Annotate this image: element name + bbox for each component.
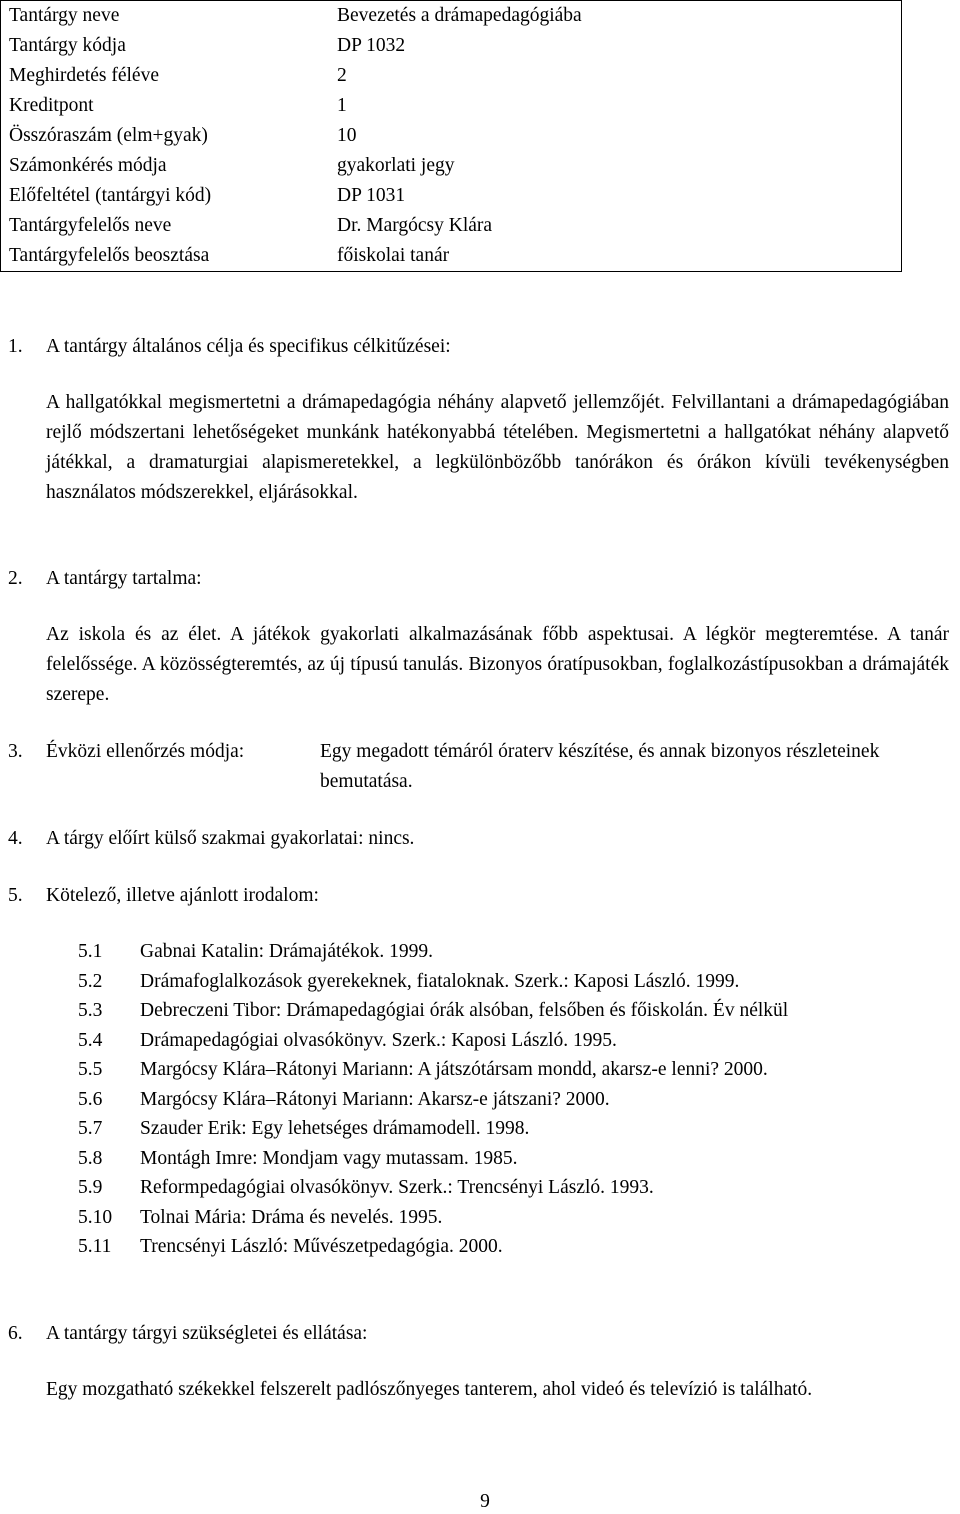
literature-number: 5.9 — [78, 1177, 103, 1198]
info-key: Összóraszám (elm+gyak) — [9, 125, 208, 146]
literature-item — [78, 1203, 958, 1233]
info-row — [1, 181, 902, 211]
info-row — [1, 241, 902, 272]
section-2-heading — [8, 564, 948, 594]
section-number: 2. — [8, 568, 23, 589]
literature-number: 5.3 — [78, 1000, 103, 1021]
literature-item — [78, 1173, 958, 1203]
literature-number: 5.4 — [78, 1029, 103, 1051]
section-6-heading — [8, 1319, 948, 1349]
literature-item — [78, 1055, 958, 1085]
info-key: Számonkérés módja — [9, 155, 167, 176]
course-info-rows — [1, 1, 902, 272]
info-row — [1, 211, 902, 241]
literature-number: 5.7 — [78, 1118, 103, 1139]
literature-item — [78, 1144, 958, 1174]
section-number: 4. — [8, 828, 23, 849]
info-value: főiskolai tanár — [337, 245, 450, 266]
assessment-value: Egy megadott témáról óraterv készítése, és annak bizonyos részleteinek bemutatása. — [320, 741, 880, 792]
section-number: 5. — [8, 885, 23, 906]
section-6-body: Egy mozgatható székekkel felszerelt padlószőnyeges tanterem, ahol videó és televízió is található. — [46, 1379, 813, 1400]
literature-text: Drámafoglalkozások gyerekeknek, fiataloknak. Szerk.: Kaposi László. 1999. — [140, 970, 740, 992]
info-key: Tantárgyfelelős beosztása — [9, 245, 210, 266]
literature-text: Reformpedagógiai olvasókönyv. Szerk.: Trencsényi László. 1993. — [140, 1177, 654, 1198]
info-row — [1, 151, 902, 181]
section-3 — [8, 737, 948, 797]
literature-number: 5.2 — [78, 970, 103, 992]
literature-number: 5.10 — [78, 1206, 113, 1228]
literature-item — [78, 1026, 958, 1056]
info-key: Előfeltétel (tantárgyi kód) — [9, 185, 212, 206]
section-1-heading — [8, 332, 948, 362]
literature-text: Gabnai Katalin: Drámajátékok. 1999. — [140, 941, 433, 962]
literature-text: Trencsényi László: Művészetpedagógia. 2000. — [140, 1236, 503, 1257]
info-value: Dr. Margócsy Klára — [337, 215, 493, 236]
info-value: 1 — [337, 95, 347, 116]
literature-item — [78, 996, 958, 1026]
literature-text: Drámapedagógiai olvasókönyv. Szerk.: Kaposi László. 1995. — [140, 1029, 617, 1051]
info-row — [1, 1, 902, 32]
info-value: 10 — [337, 125, 357, 146]
literature-number: 5.1 — [78, 941, 103, 962]
info-row — [1, 91, 902, 121]
literature-text: Margócsy Klára–Rátonyi Mariann: Akarsz-e játszani? 2000. — [140, 1088, 610, 1110]
info-value: DP 1031 — [337, 185, 406, 206]
info-key: Tantárgyfelelős neve — [9, 215, 172, 236]
info-key: Kreditpont — [9, 95, 94, 116]
literature-number: 5.8 — [78, 1147, 103, 1169]
literature-list — [78, 937, 958, 1262]
literature-item — [78, 967, 958, 997]
info-value: Bevezetés a drámapedagógiába — [337, 5, 582, 26]
info-row — [1, 121, 902, 151]
section-4-heading — [8, 824, 948, 854]
literature-number: 5.5 — [78, 1059, 103, 1080]
section-title: A tantárgy tárgyi szükségletei és ellátása: — [46, 1323, 368, 1344]
literature-item — [78, 937, 958, 967]
section-5-heading — [8, 881, 948, 911]
page-number: 9 — [480, 1491, 490, 1512]
literature-text: Margócsy Klára–Rátonyi Mariann: A játszótársam mondd, akarsz-e lenni? 2000. — [140, 1059, 768, 1080]
info-value: gyakorlati jegy — [337, 155, 455, 176]
literature-text: Montágh Imre: Mondjam vagy mutassam. 1985. — [140, 1147, 518, 1169]
literature-item — [78, 1232, 958, 1262]
literature-item — [78, 1114, 958, 1144]
section-number: 1. — [8, 336, 23, 357]
info-row — [1, 31, 902, 61]
assessment-label: Évközi ellenőrzés módja: — [46, 741, 245, 762]
section-number: 3. — [8, 741, 23, 762]
info-key: Meghirdetés féléve — [9, 65, 159, 86]
info-key: Tantárgy kódja — [9, 35, 126, 56]
section-title: A tárgy előírt külső szakmai gyakorlatai: nincs. — [46, 828, 415, 849]
section-title: A tantárgy tartalma: — [46, 568, 202, 589]
literature-number: 5.6 — [78, 1088, 103, 1110]
literature-text: Tolnai Mária: Dráma és nevelés. 1995. — [140, 1206, 443, 1228]
literature-text: Debreczeni Tibor: Drámapedagógiai órák alsóban, felsőben és főiskolán. Év nélkül — [140, 1000, 789, 1021]
section-title: A tantárgy általános célja és specifikus célkitűzései: — [46, 336, 451, 357]
info-row — [1, 61, 902, 91]
literature-item — [78, 1085, 958, 1115]
info-value: 2 — [337, 65, 347, 86]
info-key: Tantárgy neve — [9, 5, 120, 26]
literature-text: Szauder Erik: Egy lehetséges drámamodell. 1998. — [140, 1118, 530, 1139]
section-number: 6. — [8, 1323, 23, 1344]
literature-number: 5.11 — [78, 1236, 112, 1257]
section-2-body: Az iskola és az élet. A játékok gyakorlati alkalmazásának főbb aspektusai. A légkör megteremtése. A tanár felelőssége. A közösségteremtés, az új típusú tanulás. Bizonyos óratípusokban, foglalkozástípusokban a drámajáték szerepe. — [46, 624, 949, 705]
section-title: Kötelező, illetve ajánlott irodalom: — [46, 885, 319, 906]
section-1-body: A hallgatókkal megismertetni a drámapedagógia néhány alapvető jellemzőjét. Felvillantani a drámapedagógiában rejlő módszertani lehetőségeket munkánk hatékonyabbá tételében. Megismertetni a hallgatókat néhány alapvető játékkal, a dramaturgiai alapismeretekkel, a legkülönbözőbb tanórákon és órákon kívüli tevékenységben használatos módszerekkel, eljárásokkal. — [46, 392, 949, 503]
info-value: DP 1032 — [337, 35, 406, 56]
course-info-table — [0, 0, 902, 272]
